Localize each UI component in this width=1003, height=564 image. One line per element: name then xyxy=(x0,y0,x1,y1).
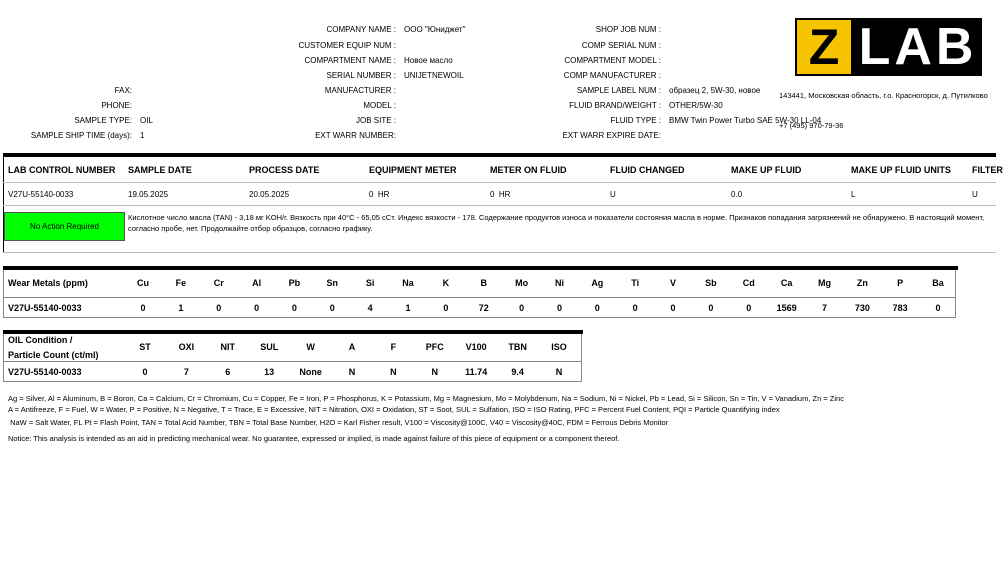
wear-column-header: Cr xyxy=(213,278,224,288)
oil-cell: N xyxy=(431,367,439,377)
wear-cell: 1 xyxy=(178,303,184,313)
comp-manufacturer-label: COMP MANUFACTURER : xyxy=(563,71,661,80)
wear-cell: 72 xyxy=(478,303,489,313)
company-name-label: COMPANY NAME : xyxy=(326,25,396,34)
oil-cell: N xyxy=(555,367,563,377)
wear-column-header: Si xyxy=(365,278,375,288)
oil-cell: 6 xyxy=(225,367,231,377)
status-badge: No Action Required xyxy=(4,212,125,241)
wear-column-header: Ni xyxy=(554,278,564,288)
wear-cell: 730 xyxy=(854,303,870,313)
sample-header-divider xyxy=(3,182,996,183)
col-filter: FILTER xyxy=(972,165,1003,175)
oil-column-header: W xyxy=(306,342,315,352)
oil-title-line1: OIL Condition / xyxy=(8,335,73,345)
col-process-date: PROCESS DATE xyxy=(249,165,320,175)
wear-cell: 0 xyxy=(329,303,335,313)
oil-cell: 0 xyxy=(142,367,148,377)
oil-column-header: TBN xyxy=(508,342,527,352)
wear-cell: 4 xyxy=(367,303,373,313)
lab-address: 143441, Московская область, г.о. Красногорск, д. Путилково xyxy=(779,91,988,100)
wear-cell: 0 xyxy=(556,303,562,313)
oil-header-divider xyxy=(3,361,582,362)
oil-top-bar xyxy=(3,330,583,334)
oil-left-border xyxy=(3,334,4,382)
val-process-date: 20.05.2025 xyxy=(249,190,290,199)
wear-cell: 783 xyxy=(892,303,908,313)
val-equipment-meter: 0 HR xyxy=(369,190,390,199)
sample-value-divider xyxy=(3,205,996,206)
val-lab-control-number: V27U-55140-0033 xyxy=(8,190,74,199)
wear-column-header: Zn xyxy=(856,278,868,288)
wear-column-header: Sb xyxy=(705,278,717,288)
col-make-up-fluid: MAKE UP FLUID xyxy=(731,165,802,175)
wear-row-label: V27U-55140-0033 xyxy=(8,303,82,313)
fax-label: FAX: xyxy=(114,86,132,95)
oil-cell: 11.74 xyxy=(465,367,488,377)
sample-type-label: SAMPLE TYPE: xyxy=(74,116,132,125)
val-meter-on-fluid: 0 HR xyxy=(490,190,511,199)
job-site-label: JOB SITE : xyxy=(355,116,396,125)
wear-bottom xyxy=(3,317,956,318)
ext-warr-number-label: EXT WARR NUMBER: xyxy=(315,131,396,140)
oil-cell: N xyxy=(390,367,397,377)
wear-column-header: Ag xyxy=(591,278,604,288)
oil-column-header: A xyxy=(348,342,356,352)
wear-column-header: Al xyxy=(252,278,262,288)
wear-cell: 0 xyxy=(670,303,676,313)
sample-type-value: OIL xyxy=(140,116,153,125)
wear-left-border xyxy=(3,270,4,318)
oil-column-header: F xyxy=(390,342,397,352)
wear-column-header: Mo xyxy=(515,278,529,288)
logo-letter: Z xyxy=(797,20,851,74)
val-filter: U xyxy=(972,190,978,199)
zlab-logo xyxy=(795,18,982,76)
wear-cell: 0 xyxy=(519,303,525,313)
sample-ship-time-label: SAMPLE SHIP TIME (days): xyxy=(30,131,132,140)
shop-job-num-label: SHOP JOB NUM : xyxy=(595,25,661,34)
wear-column-header: Ca xyxy=(780,278,793,288)
wear-cell: 0 xyxy=(708,303,714,313)
oil-cell: N xyxy=(348,367,356,377)
oil-column-header: V100 xyxy=(465,342,487,352)
col-sample-date: SAMPLE DATE xyxy=(128,165,192,175)
wear-cell: 0 xyxy=(594,303,600,313)
val-sample-date: 19.05.2025 xyxy=(128,190,169,199)
wear-column-header: K xyxy=(442,278,450,288)
model-label: MODEL : xyxy=(363,101,396,110)
wear-column-header: Fe xyxy=(175,278,187,288)
oil-column-header: OXI xyxy=(178,342,195,352)
compartment-name-label: COMPARTMENT NAME : xyxy=(304,56,396,65)
oil-right-border xyxy=(581,334,582,382)
sample-label-num-value: образец 2, 5W-30, новое xyxy=(669,86,761,95)
compartment-model-label: COMPARTMENT MODEL : xyxy=(564,56,661,65)
wear-cell: 0 xyxy=(935,303,941,313)
oil-column-header: PFC xyxy=(425,342,444,352)
oil-column-header: SUL xyxy=(260,342,279,352)
fluid-brand-weight-value: OTHER/5W-30 xyxy=(669,101,723,110)
wear-cell: 0 xyxy=(140,303,146,313)
val-make-up-fluid-units: L xyxy=(851,190,856,199)
legend-line-3: NaW = Salt Water, FL Pt = Flash Point, TAN = Total Acid Number, TBN = Total Base Number, H2O = Karl Fisher result, V100 = Viscosity@100C, V40 = Viscosity@40C, FDM = Ferrous Debris Monitor xyxy=(8,418,669,427)
notice: Notice: This analysis is intended as an aid in predicting mechanical wear. No guarantee, expressed or implied, is made against failure of this piece of equipment or a component thereof. xyxy=(8,434,620,443)
wear-cell: 0 xyxy=(254,303,260,313)
separator-top xyxy=(3,153,996,157)
wear-cell: 7 xyxy=(821,303,827,313)
wear-cell: 1 xyxy=(405,303,411,313)
sample-box-bottom xyxy=(3,252,996,253)
fluid-brand-weight-label: FLUID BRAND/WEIGHT : xyxy=(569,101,661,110)
val-fluid-changed: U xyxy=(610,190,616,199)
lab-comment: Кислотное число масла (TAN) - 3,18 мг KOH/г. Вязкость при 40°С - 65,05 сСт. Индекс вязкости - 178. Содержание продуктов износа и показатели состояния масла в норме. Признаков попадания загрязнений не обнаружено. В настоящий момент, согласно пробе, нет. Продолжайте отбор образцов, согласно графику. xyxy=(128,213,985,233)
wear-column-header: Ba xyxy=(932,278,944,288)
compartment-name-value: Новое масло xyxy=(404,56,453,65)
val-make-up-fluid: 0.0 xyxy=(731,190,743,199)
wear-top-bar xyxy=(3,266,958,270)
col-meter-on-fluid: METER ON FLUID xyxy=(490,165,567,175)
wear-column-header: Cd xyxy=(742,278,755,288)
wear-column-header: P xyxy=(897,278,904,288)
wear-right-border xyxy=(955,270,956,318)
legend-line-2: A = Antifreeze, F = Fuel, W = Water, P = Positive, N = Negative, T = Trace, E = Excessive, NIT = Nitration, OXI = Oxidation, ST = Soot, SUL = Sulfation, ISO = ISO Rating, PFC = Percent Fuel Content, PQI = Particle Quantifying index xyxy=(8,405,780,414)
wear-column-header: Sn xyxy=(326,278,339,288)
ext-warr-expire-date-label: EXT WARR EXPIRE DATE: xyxy=(562,131,661,140)
serial-number-label: SERIAL NUMBER : xyxy=(326,71,396,80)
logo-word: LAB xyxy=(858,18,978,76)
wear-cell: 1569 xyxy=(776,303,797,313)
wear-cell: 0 xyxy=(291,303,297,313)
oil-bottom xyxy=(3,381,582,382)
wear-column-header: Pb xyxy=(288,278,301,288)
wear-column-header: Cu xyxy=(137,278,149,288)
legend-line-1: Ag = Silver, Al = Aluminum, B = Boron, Ca = Calcium, Cr = Chromium, Cu = Copper, Fe = Iron, P = Phosphorus, K = Potassium, Mg = Magnesium, Mo = Molybdenum, Na = Sodium, Ni = Nickel, Pb = Lead, Si = Silicon, Sn = Tin, V = Vanadium, Zn = Zinc xyxy=(8,394,844,403)
wear-column-header: V xyxy=(670,278,677,288)
sample-label-num-label: SAMPLE LABEL NUM : xyxy=(576,86,661,95)
oil-cell: 7 xyxy=(183,367,189,377)
oil-cell: None xyxy=(299,367,322,377)
wear-header-divider xyxy=(3,297,956,298)
col-make-up-fluid-units: MAKE UP FLUID UNITS xyxy=(851,165,951,175)
comp-serial-num-label: COMP SERIAL NUM : xyxy=(581,41,661,50)
manufacturer-label: MANUFACTURER : xyxy=(324,86,396,95)
wear-title: Wear Metals (ppm) xyxy=(8,278,88,288)
wear-cell: 0 xyxy=(632,303,638,313)
col-fluid-changed: FLUID CHANGED xyxy=(610,165,685,175)
wear-column-header: B xyxy=(480,278,487,288)
col-equipment-meter: EQUIPMENT METER xyxy=(369,165,457,175)
serial-number-value: UNIJETNEWOIL xyxy=(404,71,464,80)
wear-cell: 0 xyxy=(746,303,752,313)
oil-column-header: ST xyxy=(139,342,151,352)
wear-column-header: Ti xyxy=(631,278,640,288)
wear-cell: 0 xyxy=(216,303,222,313)
company-name-value: ООО "Юниджет" xyxy=(404,25,466,34)
oil-cell: 13 xyxy=(264,367,275,377)
wear-column-header: Na xyxy=(402,278,414,288)
lab-phone: +7 (495) 970-79-36 xyxy=(779,121,844,130)
oil-column-header: NIT xyxy=(220,342,236,352)
col-lab-control-number: LAB CONTROL NUMBER xyxy=(8,165,116,175)
fluid-type-label: FLUID TYPE : xyxy=(610,116,661,125)
wear-column-header: Mg xyxy=(817,278,831,288)
wear-cell: 0 xyxy=(443,303,449,313)
fluid-type-value: BMW Twin Power Turbo SAE 5W-30 LL-04 xyxy=(669,116,822,125)
sample-ship-time-value: 1 xyxy=(140,131,145,140)
oil-title-line2: Particle Count (ct/ml) xyxy=(8,350,99,360)
oil-column-header: ISO xyxy=(551,342,567,352)
oil-row-label: V27U-55140-0033 xyxy=(8,367,82,377)
phone-label: PHONE: xyxy=(101,101,132,110)
oil-cell: 9.4 xyxy=(511,367,524,377)
customer-equip-num-label: CUSTOMER EQUIP NUM : xyxy=(298,41,396,50)
